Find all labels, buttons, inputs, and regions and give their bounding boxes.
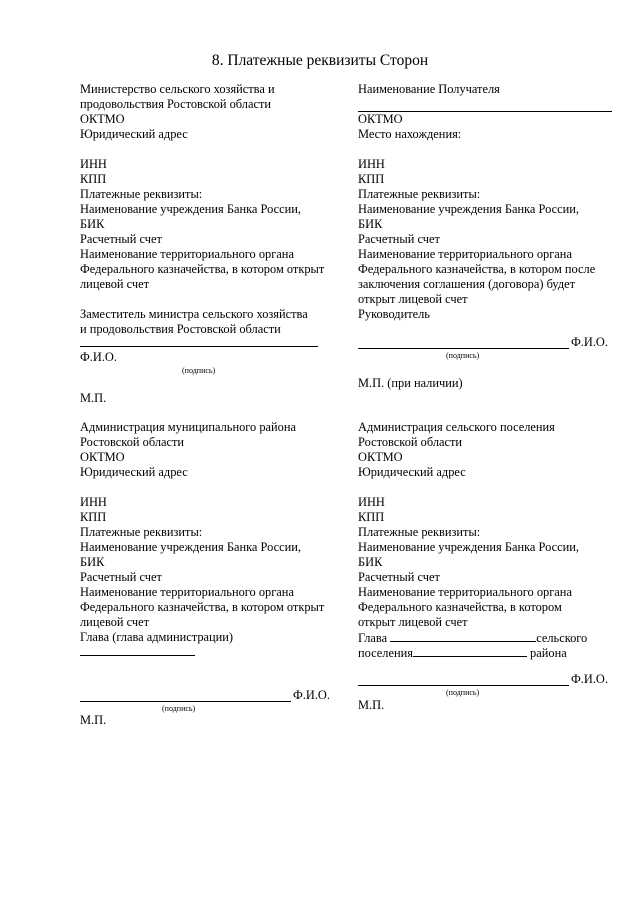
rural-signature-line xyxy=(358,685,569,686)
municipal-stamp: М.П. xyxy=(80,713,107,727)
rural-line xyxy=(358,480,587,495)
municipal-line: Наименование учреждения Банка России, xyxy=(80,540,301,554)
ministry-line xyxy=(80,292,324,307)
recipient-line: Наименование учреждения Банка России, xyxy=(358,202,579,216)
recipient-details xyxy=(358,82,595,322)
rural-line: КПП xyxy=(358,510,385,524)
ministry-line: и продовольствия Ростовской области xyxy=(80,322,281,336)
recipient-line: БИК xyxy=(358,217,383,231)
municipal-line: КПП xyxy=(80,510,107,524)
recipient-line: Платежные реквизиты: xyxy=(358,187,481,201)
ministry-line xyxy=(80,142,324,157)
ministry-line: Юридический адрес xyxy=(80,127,188,141)
rural-head-suffix: сельского xyxy=(536,631,588,645)
recipient-stamp: М.П. (при наличии) xyxy=(358,376,463,390)
rural-stamp: М.П. xyxy=(358,698,385,712)
rural-head-label: Глава xyxy=(358,631,388,645)
recipient-line xyxy=(358,142,595,157)
rural-head-row xyxy=(358,630,587,645)
ministry-line: Федерального казначейства, в котором открыт xyxy=(80,262,325,276)
rural-line: БИК xyxy=(358,555,383,569)
rural-line: Федерального казначейства, в котором xyxy=(358,600,562,614)
recipient-line: КПП xyxy=(358,172,385,186)
municipal-line: Федерального казначейства, в котором открыт xyxy=(80,600,325,614)
rural-line: открыт лицевой счет xyxy=(358,615,468,629)
recipient-line: Федерального казначейства, в котором после xyxy=(358,262,596,276)
municipal-head-line xyxy=(80,655,195,656)
municipal-line: Глава (глава администрации) xyxy=(80,630,234,644)
municipal-line: Платежные реквизиты: xyxy=(80,525,203,539)
municipal-line: лицевой счет xyxy=(80,615,150,629)
rural-details xyxy=(358,420,587,660)
municipal-fio: Ф.И.О. xyxy=(293,688,330,702)
rural-settlement-blank xyxy=(413,645,527,657)
recipient-line: Расчетный счет xyxy=(358,232,440,246)
rural-line: Ростовской области xyxy=(358,435,463,449)
recipient-line: заключения соглашения (договора) будет xyxy=(358,277,576,291)
recipient-signature-line xyxy=(358,348,569,349)
ministry-line: ИНН xyxy=(80,157,107,171)
municipal-line: Ростовской области xyxy=(80,435,185,449)
ministry-line: продовольствия Ростовской области xyxy=(80,97,272,111)
rural-settlement-label: поселения xyxy=(358,646,413,660)
municipal-line: БИК xyxy=(80,555,105,569)
rural-line: Расчетный счет xyxy=(358,570,440,584)
recipient-line: открыт лицевой счет xyxy=(358,292,468,306)
recipient-line: Наименование территориального органа xyxy=(358,247,572,261)
recipient-fio: Ф.И.О. xyxy=(571,335,608,349)
municipal-line: Администрация муниципального района xyxy=(80,420,296,434)
municipal-line: Юридический адрес xyxy=(80,465,188,479)
rural-signature-caption: (подпись) xyxy=(446,688,480,697)
recipient-signature-caption: (подпись) xyxy=(446,351,480,360)
municipal-signature-line xyxy=(80,701,291,702)
municipal-line: Расчетный счет xyxy=(80,570,162,584)
municipal-line: ИНН xyxy=(80,495,107,509)
ministry-line: ОКТМО xyxy=(80,112,125,126)
rural-fio: Ф.И.О. xyxy=(571,672,608,686)
ministry-stamp: М.П. xyxy=(80,391,107,405)
ministry-signature-caption: (подпись) xyxy=(182,366,216,375)
ministry-details xyxy=(80,82,324,337)
rural-line: Наименование учреждения Банка России, xyxy=(358,540,579,554)
recipient-line xyxy=(358,97,595,112)
rural-settlement-row xyxy=(358,645,587,660)
ministry-line: БИК xyxy=(80,217,105,231)
ministry-line: Расчетный счет xyxy=(80,232,162,246)
recipient-line: ИНН xyxy=(358,157,385,171)
ministry-line: Заместитель министра сельского хозяйства xyxy=(80,307,308,321)
ministry-line: лицевой счет xyxy=(80,277,150,291)
municipal-line xyxy=(80,480,324,495)
ministry-line: Наименование территориального органа xyxy=(80,247,294,261)
recipient-line: Место нахождения: xyxy=(358,127,462,141)
municipal-signature-caption: (подпись) xyxy=(162,704,196,713)
municipal-line: Наименование территориального органа xyxy=(80,585,294,599)
ministry-line: Наименование учреждения Банка России, xyxy=(80,202,301,216)
recipient-line: Руководитель xyxy=(358,307,430,321)
rural-line: Платежные реквизиты: xyxy=(358,525,481,539)
rural-head-blank xyxy=(390,630,536,642)
rural-line: Юридический адрес xyxy=(358,465,466,479)
ministry-signature-line xyxy=(80,346,318,347)
rural-line: Администрация сельского поселения xyxy=(358,420,555,434)
rural-line: Наименование территориального органа xyxy=(358,585,572,599)
rural-line: ОКТМО xyxy=(358,450,403,464)
rural-settlement-suffix: района xyxy=(530,646,567,660)
recipient-line: ОКТМО xyxy=(358,112,403,126)
ministry-line: КПП xyxy=(80,172,107,186)
recipient-name-line xyxy=(358,111,612,112)
ministry-line: Платежные реквизиты: xyxy=(80,187,203,201)
municipal-line: ОКТМО xyxy=(80,450,125,464)
rural-line: ИНН xyxy=(358,495,385,509)
ministry-line: Министерство сельского хозяйства и xyxy=(80,82,275,96)
page-title: 8. Платежные реквизиты Сторон xyxy=(211,52,429,69)
recipient-line: Наименование Получателя xyxy=(358,82,500,96)
ministry-fio: Ф.И.О. xyxy=(80,350,117,364)
municipal-details xyxy=(80,420,324,645)
